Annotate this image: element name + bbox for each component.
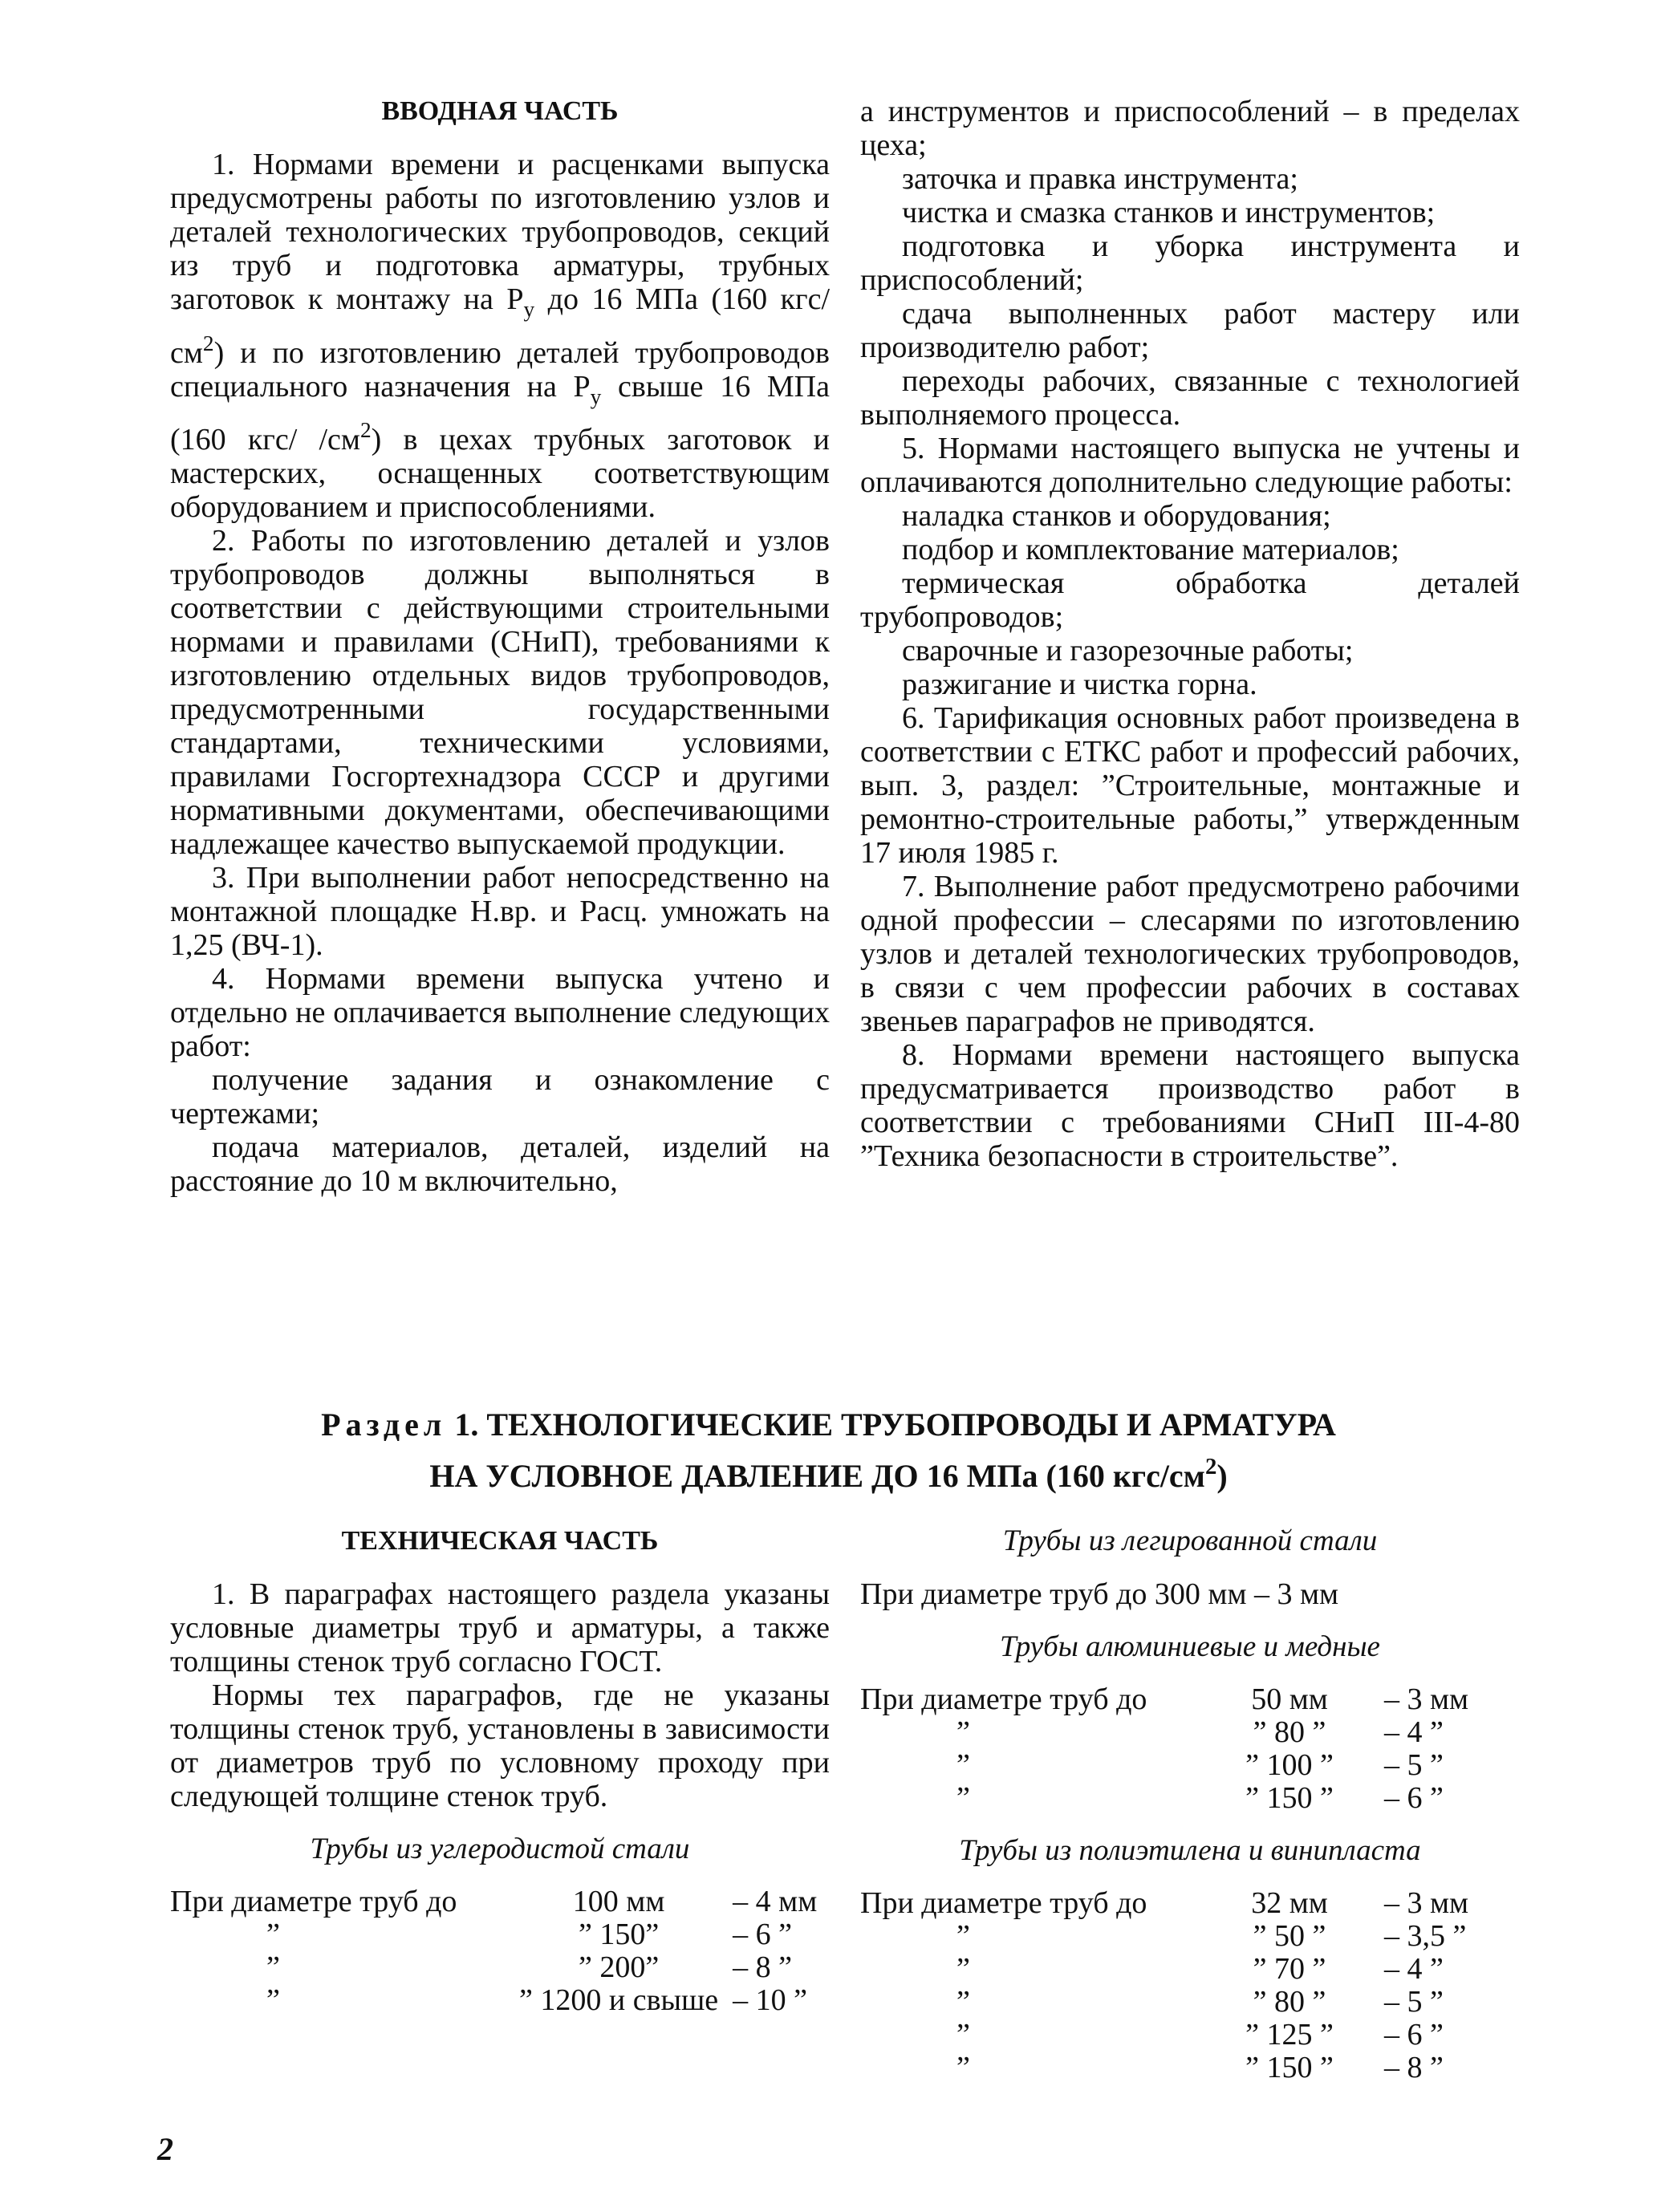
- section-title-line-2: НА УСЛОВНОЕ ДАВЛЕНИЕ ДО 16 МПа (160 кгс/$см^2$): [429, 1454, 1228, 1494]
- section-title-line-1: Раздел 1. ТЕХНОЛОГИЧЕСКИЕ ТРУБОПРОВОДЫ И АРМАТУРА: [321, 1406, 1336, 1443]
- section-title: [160, 1404, 1497, 1497]
- table-row: ” ” 1200 и свыше – 10 ”: [266, 1983, 808, 2017]
- alloy-steel-heading: Трубы из легированной стали: [1002, 1524, 1378, 1557]
- intro-item-4-4: чистка и смазка станков и инструментов;: [902, 196, 1436, 229]
- carbon-steel-heading: Трубы из углеродистой стали: [310, 1833, 690, 1865]
- table-row: ” ” 100 ” – 5 ”: [956, 1748, 1444, 1782]
- intro-item-4-2: подача материалов, деталей, изделий на расстояние до 10 м включительно,: [170, 1130, 830, 1199]
- intro-paragraph-4: 4. Нормами времени выпуска учтено и отдельно не оплачивается выполнение следующих работ:: [170, 962, 830, 1064]
- polyethylene-vinyl-heading: Трубы из полиэтилена и винипласта: [959, 1834, 1421, 1867]
- intro-paragraph-2: 2. Работы по изготовлению деталей и узлов трубопроводов должны выполняться в соответствии с действующими строительными нормами и правилами (СНиП), требованиями к изготовлению отдельных видов трубопроводов, предусмотренными государственными стандартами, техническими условиями, правилами Госгортехнадзора СССР и другими нормативными документами, обеспечивающими надлежащее качество выпускаемой продукции.: [170, 524, 830, 862]
- intro-item-4-7: переходы рабочих, связанные с технологией выполняемого процесса.: [860, 364, 1520, 432]
- tech-heading: ТЕХНИЧЕСКАЯ ЧАСТЬ: [341, 1526, 659, 1556]
- page-number: 2: [157, 2131, 173, 2167]
- table-row: ” ” 150 ” – 6 ”: [956, 1781, 1444, 1815]
- tech-paragraph-2: Нормы тех параграфов, где не указаны толщины стенок труб, установлены в зависимости от диаметров труб по условному проходу при следующей толщине стенок труб.: [170, 1678, 830, 1813]
- table-row: ” ” 125 ” – 6 ”: [956, 2018, 1444, 2052]
- carbon-steel-table: [170, 1885, 829, 2017]
- intro-paragraph-6: 6. Тарификация основных работ произведена в соответствии с ЕТКС работ и профессий рабочих, вып. 3, раздел: ”Строительные, монтажные и ремонтно-строительные работы,” утвержденным 17 июля 1985 г.: [860, 701, 1520, 870]
- intro-right-column: [860, 95, 1520, 1173]
- alloy-steel-line: При диаметре труб до 300 мм – 3 мм: [860, 1577, 1339, 1611]
- intro-paragraph-5: 5. Нормами настоящего выпуска не учтены и оплачиваются дополнительно следующие работы:: [860, 432, 1520, 499]
- intro-item-5-1: наладка станков и оборудования;: [902, 499, 1331, 533]
- intro-item-4-1: получение задания и ознакомление с чертежами;: [170, 1063, 830, 1131]
- polyethylene-vinyl-table: [860, 1887, 1480, 2084]
- intro-heading: ВВОДНАЯ ЧАСТЬ: [381, 96, 619, 126]
- table-row: ” ” 150 ” – 8 ”: [956, 2051, 1444, 2084]
- tech-paragraph-1: 1. В параграфах настоящего раздела указаны условные диаметры труб и арматуры, а также толщины стенок труб согласно ГОСТ.: [170, 1577, 830, 1678]
- intro-item-4-6: сдача выполненных работ мастеру или производителю работ;: [860, 297, 1520, 364]
- intro-item-5-3: термическая обработка деталей трубопроводов;: [860, 566, 1520, 634]
- aluminium-copper-table: [860, 1683, 1480, 1815]
- tech-right-column: [860, 1524, 1520, 2084]
- table-row: ” ” 150” – 6 ”: [266, 1918, 793, 1951]
- table-row: При диаметре труб до 32 мм – 3 мм: [860, 1886, 1469, 1920]
- intro-left-column: [170, 95, 830, 1198]
- intro-item-5-4: сварочные и газорезочные работы;: [902, 634, 1354, 668]
- table-row: При диаметре труб до 100 мм – 4 мм: [170, 1885, 818, 1918]
- intro-item-4-5: подготовка и уборка инструмента и приспособлений;: [860, 229, 1520, 297]
- intro-item-4-2-cont: а инструментов и приспособлений – в пределах цеха;: [860, 95, 1520, 162]
- table-row: ” ” 50 ” – 3,5 ”: [956, 1919, 1467, 1953]
- intro-paragraph-1: 1. Нормами времени и расценками выпуска предусмотрены работы по изготовлению узлов и деталей технологических трубопроводов, секций из труб и подготовка арматуры, трубных заготовок к монтажу на $P_у$ до 16 МПа (160 кгс/$см^2$) и по изготовлению деталей трубопроводов специального назначения на $P_у$ свыше 16 МПа (160 кгс/ $/см^2$) в цехах трубных заготовок и мастерских, оснащенных соответствующим оборудованием и приспособлениями.: [170, 148, 830, 525]
- table-row: ” ” 80 ” – 4 ”: [956, 1715, 1444, 1749]
- table-row: При диаметре труб до 50 мм – 3 мм: [860, 1682, 1469, 1716]
- aluminium-copper-heading: Трубы алюминиевые и медные: [1000, 1630, 1380, 1663]
- table-row: ” ” 80 ” – 5 ”: [956, 1985, 1444, 2019]
- tech-left-column: [170, 1524, 830, 2017]
- intro-paragraph-7: 7. Выполнение работ предусмотрено рабочими одной профессии – слесарями по изготовлению узлов и деталей технологических трубопроводов, в связи с чем профессии рабочих в составах звеньев параграфов не приводятся.: [860, 870, 1520, 1038]
- table-row: ” ” 70 ” – 4 ”: [956, 1952, 1444, 1986]
- intro-item-5-5: разжигание и чистка горна.: [902, 668, 1257, 701]
- intro-paragraph-8: 8. Нормами времени настоящего выпуска предусматривается производство работ в соответствии с требованиями СНиП III-4-80 ”Техника безопасности в строительстве”.: [860, 1038, 1520, 1173]
- table-row: ” ” 200” – 8 ”: [266, 1950, 793, 1984]
- intro-item-4-3: заточка и правка инструмента;: [902, 162, 1298, 196]
- intro-item-5-2: подбор и комплектование материалов;: [902, 533, 1399, 566]
- intro-paragraph-3: 3. При выполнении работ непосредственно на монтажной площадке Н.вр. и Расц. умножать на 1,25 (ВЧ-1).: [170, 861, 830, 963]
